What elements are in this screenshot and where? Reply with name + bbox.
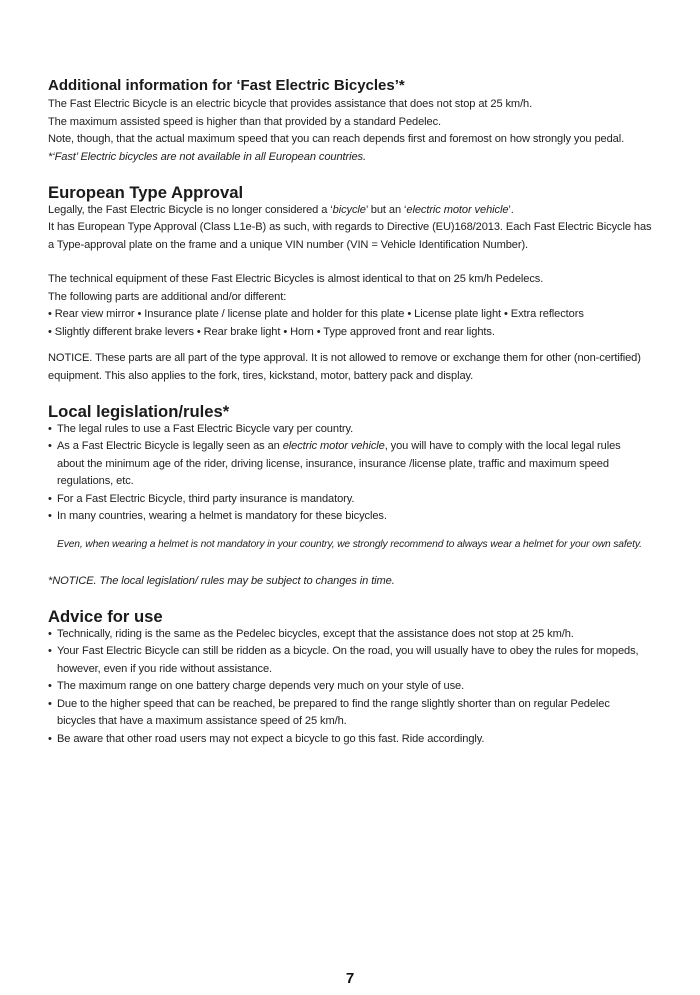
advice-list	[48, 626, 688, 749]
approval-emphasis: electric motor vehicle	[406, 203, 509, 216]
list-item	[48, 731, 688, 749]
approval-notice-line-2: equipment. This also applies to the fork, tires, kickstand, motor, battery pack and display.	[48, 369, 474, 382]
section-heading-advice: Advice for use	[48, 607, 163, 627]
section-local-legislation	[48, 403, 688, 590]
approval-line-1	[48, 202, 688, 220]
list-item-text: about the minimum age of the rider, driving license, insurance, insurance /license plate, traffic and maximum speed	[57, 457, 609, 470]
approval-line-2: It has European Type Approval (Class L1e-B) as such, with regards to Directive (EU)168/2013. Each Fast Electric Bicycle has	[48, 221, 652, 233]
list-item-text: Be aware that other road users may not expect a bicycle to go this fast. Ride accordingly.	[57, 732, 485, 745]
equipment-line-2: The following parts are additional and/or different:	[48, 290, 287, 303]
intro-line-2: The maximum assisted speed is higher than that provided by a standard Pedelec.	[48, 115, 442, 128]
approval-line-3: a Type-approval plate on the frame and a unique VIN number (VIN = Vehicle Identification Number).	[48, 238, 529, 251]
section-european-type-approval	[48, 184, 688, 385]
approval-emphasis: bicycle	[332, 203, 366, 216]
bullet-icon: •	[48, 627, 52, 640]
section-heading-legislation: Local legislation/rules*	[48, 402, 230, 421]
equipment-list-line-2: • Slightly different brake levers • Rear brake light • Horn • Type approved front and rear lights.	[48, 325, 495, 338]
section-fast-electric-bicycles	[48, 76, 688, 166]
list-item	[48, 678, 688, 696]
list-item-text: bicycles that have a maximum assistance speed of 25 km/h.	[57, 715, 347, 728]
list-item-text: The maximum range on one battery charge depends very much on your style of use.	[57, 680, 465, 693]
equipment-line-1: The technical equipment of these Fast Electric Bicycles is almost identical to that on 25 km/h Pedelecs.	[48, 273, 544, 285]
bullet-icon: •	[48, 732, 52, 745]
bullet-icon: •	[48, 510, 52, 522]
list-item	[48, 643, 688, 678]
list-item-text: Due to the higher speed that can be reached, be prepared to find the range slightly shorter than on regular Pedelec	[57, 697, 610, 710]
list-item	[48, 626, 688, 644]
list-item-text-part: As a Fast Electric Bicycle is legally seen as an	[57, 440, 283, 452]
list-item-text: In many countries, wearing a helmet is mandatory for these bicycles.	[57, 510, 387, 522]
list-item-text: Your Fast Electric Bicycle can still be ridden as a bicycle. On the road, you will usually have to obey the rules for mopeds,	[57, 645, 639, 658]
list-item	[48, 421, 688, 439]
bullet-icon: •	[48, 492, 52, 505]
document-page	[48, 76, 688, 748]
list-item-text: The legal rules to use a Fast Electric Bicycle vary per country.	[57, 422, 354, 435]
approval-text: Legally, the Fast Electric Bicycle is no longer considered a ‘	[48, 203, 333, 216]
section-advice-for-use	[48, 608, 688, 748]
list-item-emphasis: electric motor vehicle	[282, 440, 385, 452]
legislation-notice: *NOTICE. The local legislation/ rules may be subject to changes in time.	[48, 574, 395, 587]
helmet-recommendation: Even, when wearing a helmet is not mandatory in your country, we strongly recommend to always wear a helmet for your own safety.	[57, 538, 642, 550]
section-heading-type-approval: European Type Approval	[48, 183, 244, 202]
bullet-icon: •	[48, 680, 52, 693]
list-item-text	[57, 438, 688, 456]
page-title: Additional information for ‘Fast Electric Bicycles’*	[48, 77, 405, 94]
list-item-text: For a Fast Electric Bicycle, third party insurance is mandatory.	[57, 492, 355, 505]
bullet-icon: •	[48, 645, 52, 658]
list-item	[48, 696, 688, 731]
approval-text: ’ but an ‘	[365, 203, 407, 216]
approval-notice-line-1: NOTICE. These parts are all part of the type approval. It is not allowed to remove or exchange them for other (non-certified)	[48, 352, 641, 364]
list-item	[48, 438, 688, 491]
intro-line-1: The Fast Electric Bicycle is an electric bicycle that provides assistance that does not stop at 25 km/h.	[48, 98, 533, 110]
bullet-icon: •	[48, 422, 52, 435]
list-item-text: Technically, riding is the same as the Pedelec bicycles, except that the assistance does not stop at 25 km/h.	[57, 627, 574, 640]
bullet-icon: •	[48, 697, 52, 710]
availability-footnote: *‘Fast’ Electric bicycles are not available in all European countries.	[48, 150, 366, 163]
intro-line-3: Note, though, that the actual maximum speed that you can reach depends first and foremost on how strongly you pedal.	[48, 133, 625, 145]
list-item	[48, 508, 688, 526]
approval-text: ’.	[508, 203, 514, 216]
list-item-text: however, even if you ride without assistance.	[57, 662, 273, 675]
equipment-list-line-1: • Rear view mirror • Insurance plate / license plate and holder for this plate • License plate light • Extra reflectors	[48, 308, 584, 320]
legislation-list	[48, 421, 688, 526]
page-number: 7	[345, 970, 355, 987]
list-item-text: regulations, etc.	[57, 475, 134, 487]
bullet-icon: •	[48, 440, 52, 452]
list-item-text-part: , you will have to comply with the local legal rules	[384, 440, 621, 452]
list-item	[48, 491, 688, 509]
